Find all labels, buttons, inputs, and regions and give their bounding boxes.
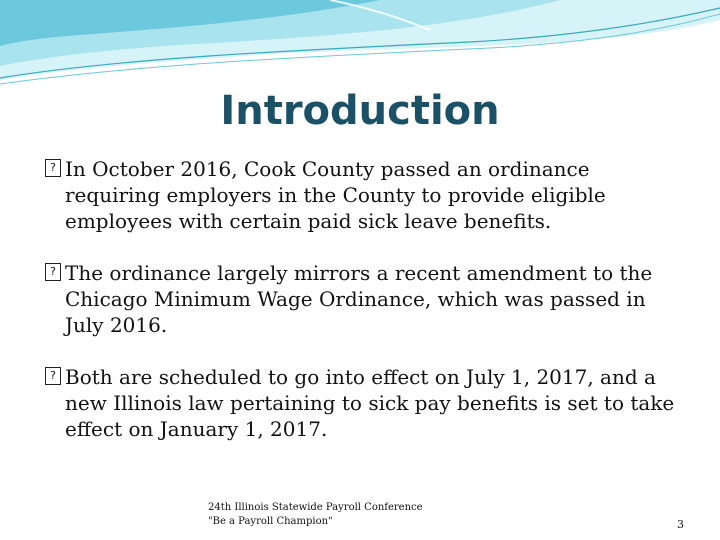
bullet-item xyxy=(45,260,685,338)
bullet-text: In October 2016, Cook County passed an ordinance requiring employers in the County to provide eligible employees with certain paid sick leave benefits. xyxy=(65,157,606,233)
header-wave-decoration xyxy=(0,0,720,100)
bullet-glyph-icon: ? xyxy=(45,159,61,177)
bullet-glyph-icon: ? xyxy=(45,367,61,385)
page-number: 3 xyxy=(677,518,684,531)
bullet-list xyxy=(45,156,685,468)
bullet-item xyxy=(45,156,685,234)
footer-tagline: "Be a Payroll Champion" xyxy=(208,516,333,527)
slide-title: Introduction xyxy=(220,88,500,134)
footer xyxy=(208,501,423,529)
bullet-glyph-icon: ? xyxy=(45,263,61,281)
bullet-item xyxy=(45,364,685,442)
footer-conference-name: 24th Illinois Statewide Payroll Conference xyxy=(208,502,423,513)
bullet-text: Both are scheduled to go into effect on July 1, 2017, and a new Illinois law pertaining to sick pay benefits is set to take effect on January 1, 2017. xyxy=(65,365,675,441)
bullet-text: The ordinance largely mirrors a recent amendment to the Chicago Minimum Wage Ordinance, which was passed in July 2016. xyxy=(65,261,653,337)
